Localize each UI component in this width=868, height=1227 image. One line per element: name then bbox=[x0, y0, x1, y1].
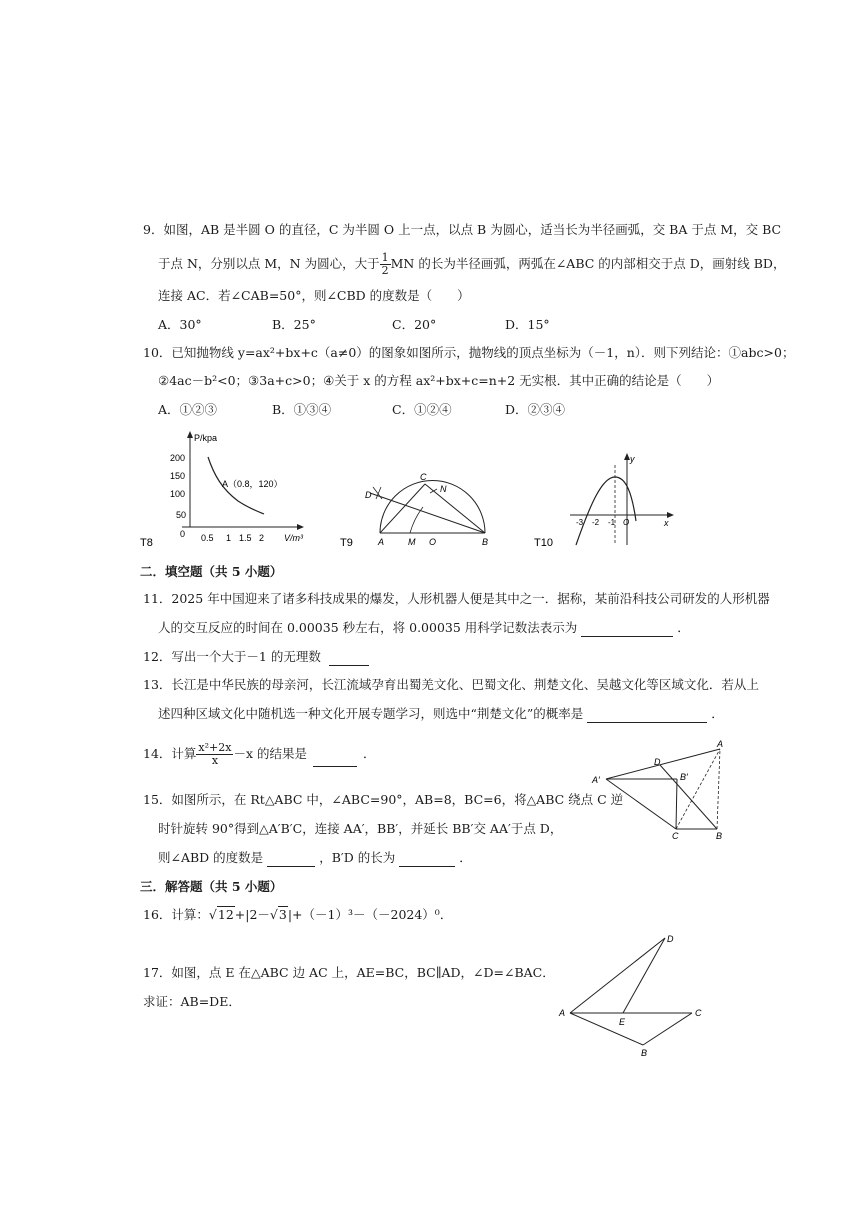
figure-t10 bbox=[534, 453, 674, 549]
q15-seg-bd bbox=[660, 765, 717, 829]
q9-option-a: A．30° bbox=[158, 317, 202, 332]
q9-option-c: C．20° bbox=[392, 317, 437, 332]
q17-line-2: 求证：AB=DE． bbox=[143, 994, 241, 1009]
q16-line bbox=[143, 906, 452, 924]
q15-seg-ac-dashed bbox=[676, 749, 720, 829]
q15-tail: ． bbox=[459, 850, 472, 865]
q13-tail: ． bbox=[711, 706, 724, 721]
q14-line bbox=[143, 742, 376, 767]
q15-seg-ab-dashed bbox=[717, 749, 720, 829]
q11-line-2-text: 人的交互反应的时间在 0.00035 秒左右，将 0.00035 用科学记数法表示为 bbox=[158, 620, 578, 635]
t8-ytick-50: 50 bbox=[176, 510, 187, 520]
q15-line-3 bbox=[158, 849, 472, 867]
q15-line-2: 时针旋转 90°得到△A′B′C，连接 AA′，BB′，并延长 BB′交 AA′于点 D， bbox=[158, 821, 563, 836]
t10-x-label: x bbox=[664, 518, 669, 528]
q15-label-b-prime: B′ bbox=[680, 772, 688, 782]
t8-ytick-100: 100 bbox=[170, 489, 186, 499]
q9-fraction-numerator: 1 bbox=[381, 251, 389, 264]
q16-mid: +|2－ bbox=[234, 907, 270, 922]
q16-sqrt-12: √12 bbox=[208, 907, 234, 922]
q15-line-3-part-a: 则∠ABD 的度数是 bbox=[158, 850, 264, 865]
q15-seg-b-prime-c bbox=[676, 779, 677, 829]
t10-xtick-neg1: -1 bbox=[608, 518, 616, 527]
q17-line-1: 17．如图，点 E 在△ABC 边 AC 上，AE=BC，BC∥AD，∠D=∠BAC． bbox=[143, 965, 555, 980]
t8-x-arrow bbox=[297, 524, 304, 530]
figure-t8 bbox=[140, 431, 304, 549]
q14-pre: 14．计算 bbox=[143, 746, 197, 761]
q17-label-e: E bbox=[619, 1017, 626, 1027]
t9-label-c: C bbox=[420, 472, 427, 482]
t8-y-label: P/kpa bbox=[194, 433, 218, 443]
figures-row bbox=[140, 425, 700, 550]
q17-label-d: D bbox=[667, 934, 674, 944]
q11-answer-blank[interactable] bbox=[581, 624, 673, 637]
t8-y-arrow bbox=[187, 431, 193, 438]
section-3-heading: 三．解答题（共 5 小题） bbox=[140, 879, 283, 894]
t9-segment-ac bbox=[380, 484, 425, 533]
q9-option-d: D．15° bbox=[505, 317, 550, 332]
q11-line-1: 11．2025 年中国迎来了诸多科技成果的爆发，人形机器人便是其中之一．据称，某前沿科技公司研发的人形机器 bbox=[143, 591, 770, 606]
q14-fraction-numerator: x²+2x bbox=[198, 741, 232, 754]
q14-answer-blank[interactable] bbox=[313, 754, 357, 767]
q17-seg-ab bbox=[570, 1013, 643, 1045]
q17-seg-ad bbox=[570, 938, 665, 1013]
q9-line-2-part-a: 于点 N，分别以点 M，N 为圆心，大于 bbox=[158, 256, 380, 271]
q15-line-3-part-b: ，B′D 的长为 bbox=[319, 850, 396, 865]
q9-line-2-part-b: MN 的长为半径画弧，两弧在∠ABC 的内部相交于点 D，画射线 BD， bbox=[390, 256, 786, 271]
t8-point-label: A（0.8，120） bbox=[222, 479, 283, 489]
q10-option-d: D．②③④ bbox=[505, 402, 566, 417]
q9-line-3: 连接 AC．若∠CAB=50°，则∠CBD 的度数是（ ） bbox=[158, 288, 470, 303]
q17-seg-de bbox=[623, 938, 665, 1013]
t9-label-m: M bbox=[408, 537, 416, 547]
q10-line-1: 10．已知抛物线 y=ax²+bx+c（a≠0）的图象如图所示，抛物线的顶点坐标为（－1，n）．则下列结论：①abc>0； bbox=[143, 345, 795, 360]
t8-ytick-200: 200 bbox=[170, 453, 186, 463]
t8-tag: T8 bbox=[140, 537, 153, 549]
t10-origin: O bbox=[623, 518, 630, 527]
figure-q15 bbox=[590, 735, 735, 845]
q10-option-a: A．①②③ bbox=[158, 402, 218, 417]
t9-semicircle bbox=[380, 481, 485, 534]
q15-label-d: D bbox=[654, 757, 661, 767]
t10-tag: T10 bbox=[534, 537, 553, 549]
t9-label-b: B bbox=[482, 537, 489, 547]
q15-label-a: A bbox=[717, 739, 724, 749]
q11-tail: ． bbox=[677, 620, 690, 635]
q13-line-1: 13．长江是中华民族的母亲河，长江流域孕育出蜀羌文化、巴蜀文化、荆楚文化、吴越文化等区域文化．若从上 bbox=[143, 677, 759, 692]
t9-label-a: A bbox=[378, 537, 385, 547]
figure-q17 bbox=[555, 930, 715, 1060]
q9-fraction-denominator: 2 bbox=[381, 264, 389, 277]
q12-text: 12．写出一个大于－1 的无理数 bbox=[143, 649, 321, 664]
t10-y-label: y bbox=[630, 454, 635, 464]
q14-tail: ． bbox=[362, 746, 376, 761]
q16-pre: 16．计算： bbox=[143, 907, 209, 922]
t9-tag: T9 bbox=[340, 537, 353, 549]
q17-label-b: B bbox=[641, 1048, 648, 1058]
t10-xtick-neg2: -2 bbox=[592, 518, 600, 527]
q15-label-c: C bbox=[672, 831, 679, 841]
t9-segment-cb bbox=[425, 484, 485, 533]
q17-seg-bc bbox=[643, 1013, 692, 1045]
t8-ytick-150: 150 bbox=[170, 471, 186, 481]
q16-post: |+（－1）³－（－2024）⁰． bbox=[287, 907, 453, 922]
q15-seg-a-prime-a bbox=[606, 749, 720, 779]
q9-fraction bbox=[380, 252, 391, 277]
t8-xtick-2: 2 bbox=[259, 533, 265, 543]
t8-origin: 0 bbox=[180, 529, 186, 539]
q12-line bbox=[143, 648, 369, 666]
t9-label-d: D bbox=[365, 490, 372, 500]
q9-line-1: 9．如图，AB 是半圆 O 的直径，C 为半圆 O 上一点，以点 B 为圆心，适当长为半径画弧，交 BA 于点 M，交 BC bbox=[143, 222, 782, 237]
t9-label-o: O bbox=[429, 537, 437, 547]
q16-radicand-12: 12 bbox=[217, 907, 234, 922]
q15-answer-blank-2[interactable] bbox=[399, 854, 455, 867]
q15-seg-a-prime-c bbox=[606, 779, 676, 829]
q10-option-b: B．①③④ bbox=[272, 402, 332, 417]
q15-answer-blank-1[interactable] bbox=[267, 854, 315, 867]
q9-line-2 bbox=[158, 252, 785, 277]
q10-option-c: C．①②④ bbox=[392, 402, 452, 417]
t9-ray-bd bbox=[370, 493, 485, 533]
q11-line-2 bbox=[158, 619, 690, 637]
q16-sqrt-3: √3 bbox=[269, 907, 287, 922]
q15-label-a-prime: A′ bbox=[592, 775, 600, 785]
q16-radicand-3: 3 bbox=[278, 907, 287, 922]
q14-fraction bbox=[196, 742, 233, 767]
t8-xtick-0-5: 0.5 bbox=[201, 533, 214, 543]
q15-line-1: 15．如图所示，在 Rt△ABC 中，∠ABC=90°，AB=8，BC=6，将△ABC 绕点 C 逆 bbox=[143, 792, 624, 807]
section-2-heading: 二．填空题（共 5 小题） bbox=[140, 564, 283, 579]
q13-answer-blank[interactable] bbox=[587, 710, 707, 723]
q14-fraction-denominator: x bbox=[211, 754, 219, 767]
q12-answer-blank[interactable] bbox=[329, 653, 369, 666]
t8-xtick-1: 1 bbox=[226, 533, 232, 543]
q9-option-b: B．25° bbox=[272, 317, 316, 332]
t10-xtick-neg3: -3 bbox=[576, 518, 584, 527]
q17-label-a: A bbox=[559, 1008, 566, 1018]
t8-xtick-1-5: 1.5 bbox=[239, 533, 252, 543]
q13-line-2 bbox=[158, 705, 724, 723]
q10-line-2: ②4ac－b²<0；③3a+c>0；④关于 x 的方程 ax²+bx+c=n+2 无实根．其中正确的结论是（ ） bbox=[158, 373, 720, 388]
figure-t9 bbox=[340, 472, 488, 549]
q17-label-c: C bbox=[695, 1008, 702, 1018]
q14-post: －x 的结果是 bbox=[233, 746, 307, 761]
q15-label-b: B bbox=[716, 831, 723, 841]
t8-x-label: V/m³ bbox=[284, 533, 303, 543]
q13-line-2-text: 述四种区域文化中随机选一种文化开展专题学习，则选中“荆楚文化”的概率是 bbox=[158, 706, 584, 721]
t9-label-n: N bbox=[440, 484, 447, 494]
